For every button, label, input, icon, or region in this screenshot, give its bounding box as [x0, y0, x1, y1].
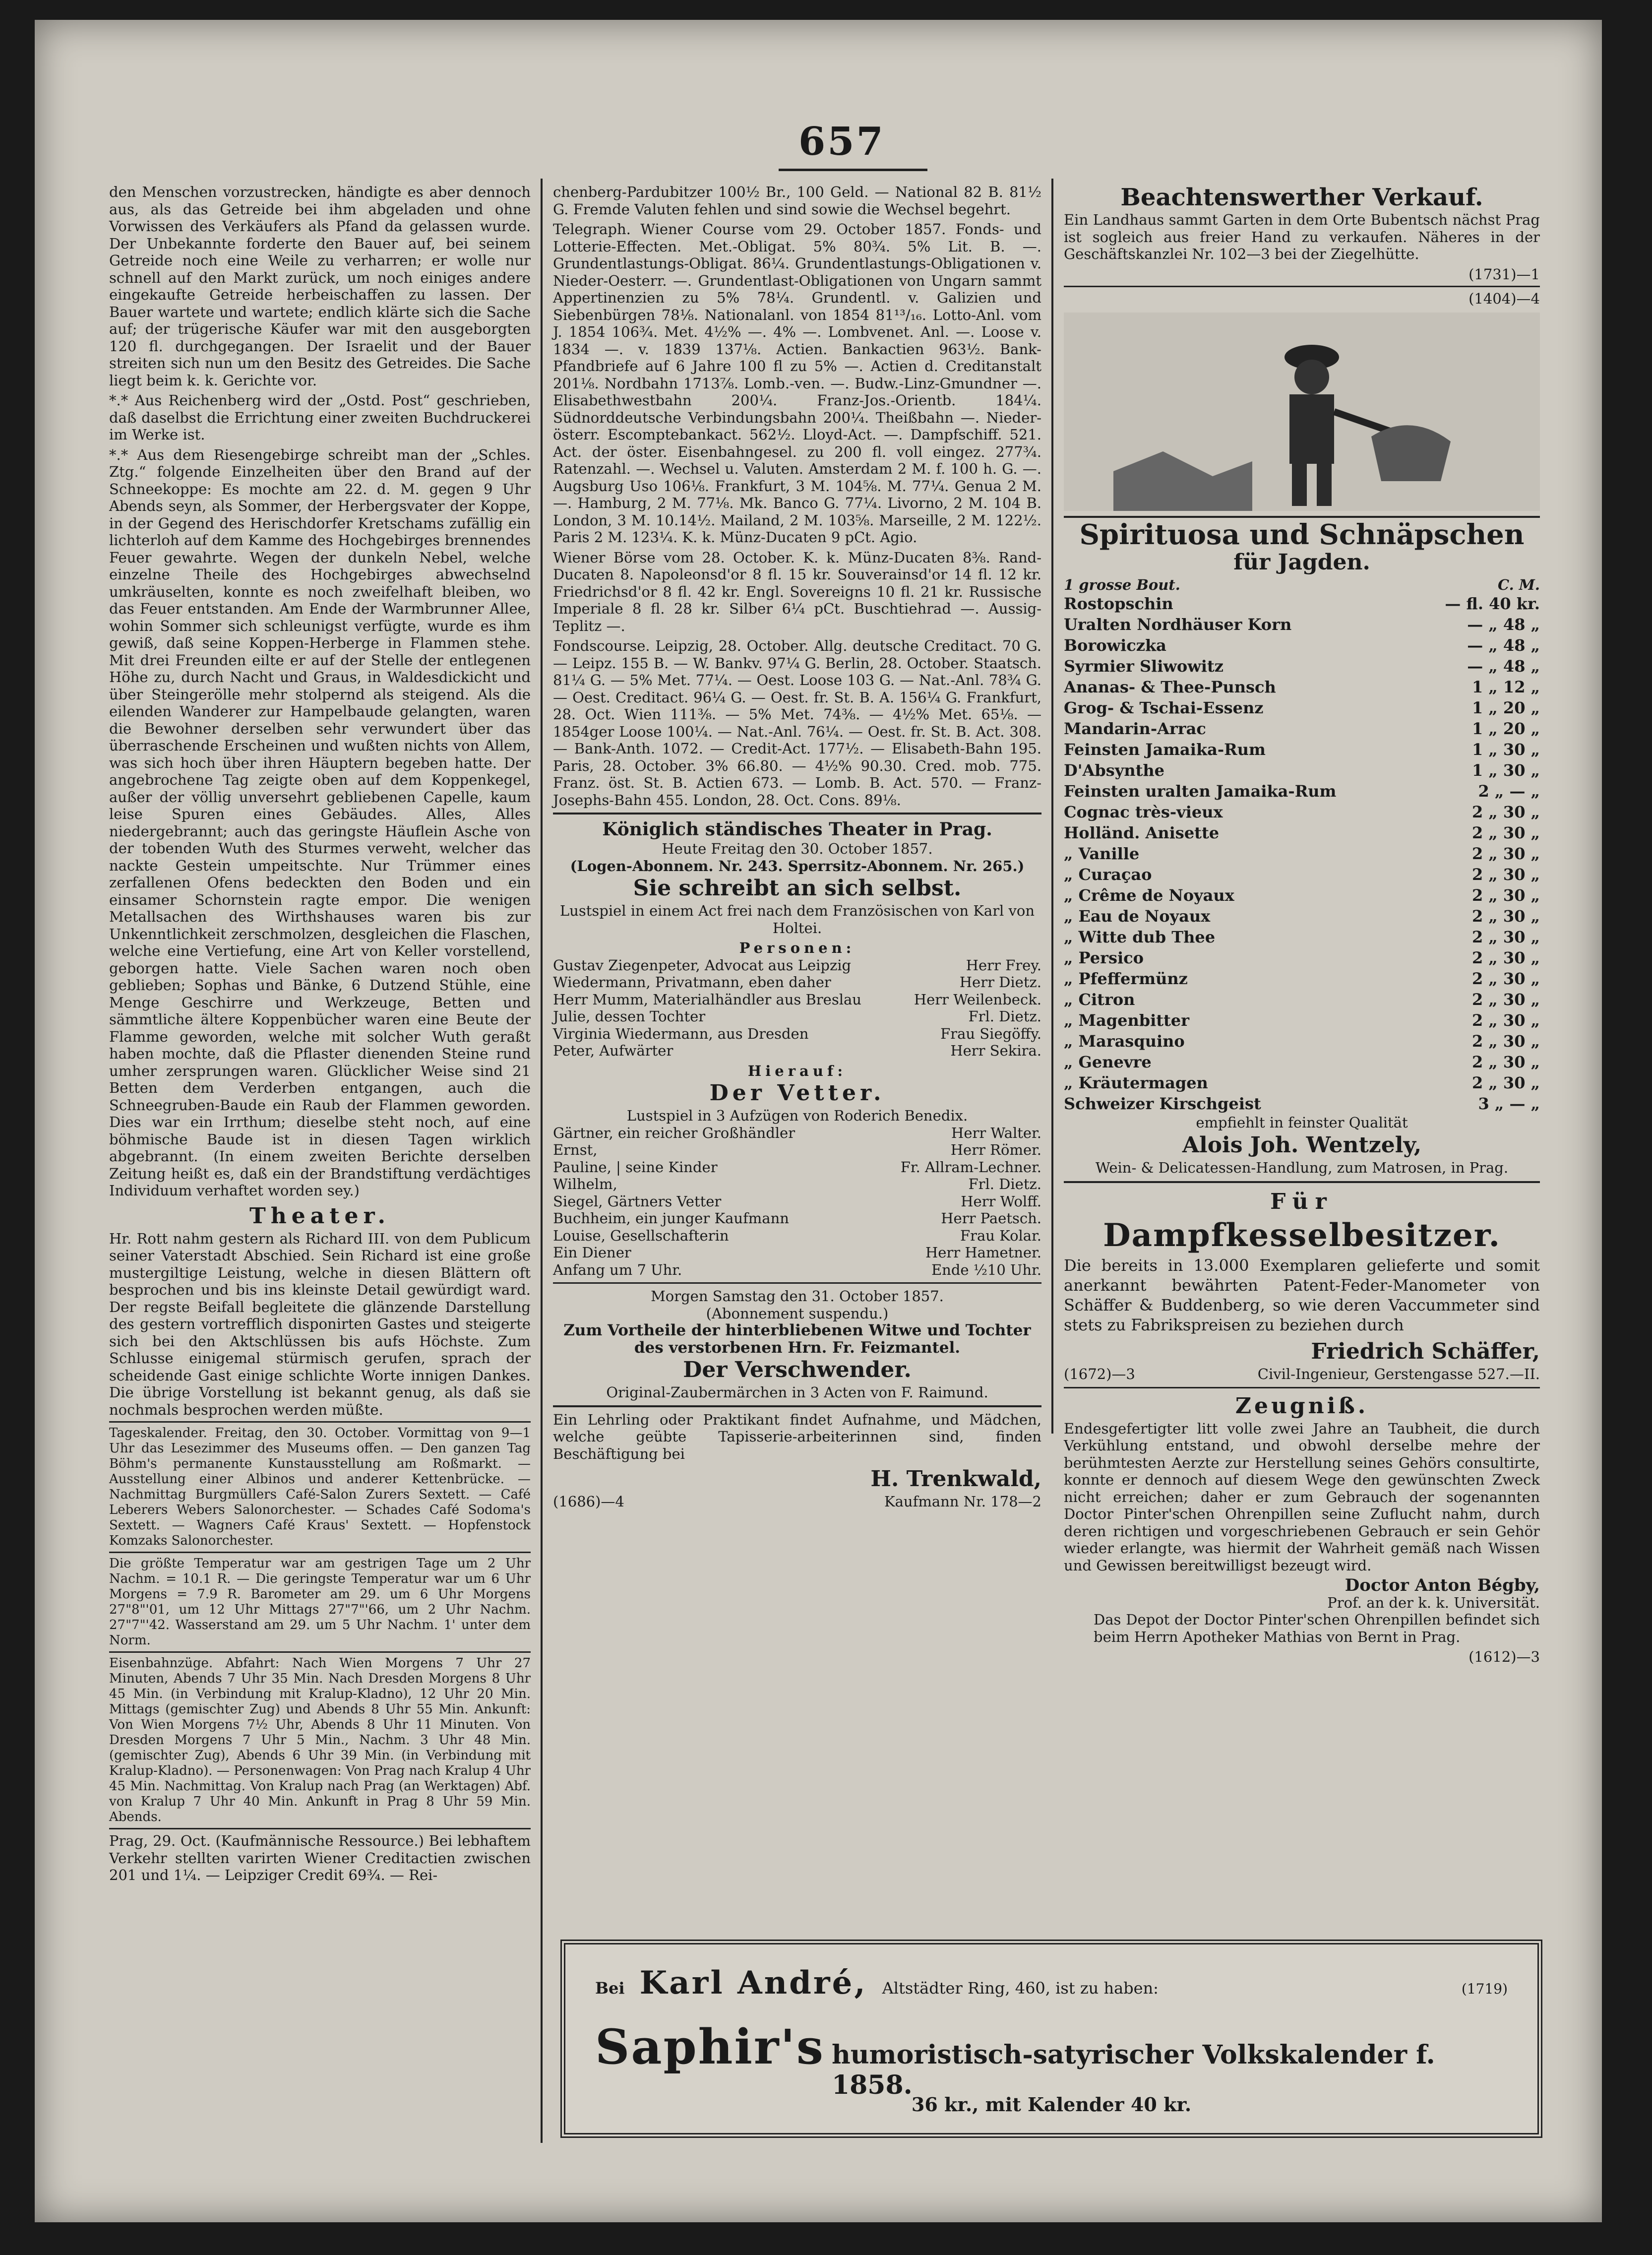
cast-row: Peter, Aufwärter Herr Sekira. — [553, 1042, 1041, 1059]
price-row — [1064, 739, 1540, 760]
publisher-address: Altstädter Ring, 460, ist zu haben: — [882, 1979, 1159, 1998]
schaeffer-footer — [1064, 1366, 1540, 1383]
price-list — [1064, 593, 1540, 1114]
price-row — [1064, 864, 1540, 885]
play-title-3: Der Verschwender. — [683, 1357, 912, 1382]
cast-list-1 — [553, 957, 1041, 1060]
benefit-notice: Zum Vortheile der hinterbliebenen Witwe und Tochter des verstorbenen Hrn. Fr. Feizmantel. — [563, 1321, 1031, 1357]
product-price: 2 „ 30 „ — [1471, 886, 1540, 905]
product-name: Borowiczka — [1064, 636, 1166, 655]
bei-label: Bei — [595, 1979, 625, 1998]
play-description-2: Lustspiel in 3 Aufzügen von Roderich Benedix. — [626, 1107, 968, 1124]
product-price: 1 „ 12 „ — [1471, 678, 1540, 696]
product-name: „ Vanille — [1064, 844, 1140, 863]
price-row — [1064, 1072, 1540, 1093]
product-price: 2 „ 30 „ — [1471, 1053, 1540, 1071]
product-name: „ Witte dub Thee — [1064, 928, 1216, 946]
column-divider-left — [541, 179, 543, 2143]
calendar-price: 36 kr., mit Kalender 40 kr. — [911, 2093, 1192, 2116]
product-price: 2 „ 30 „ — [1471, 969, 1540, 988]
doctor-name: Doctor Anton Bégby, — [1345, 1575, 1540, 1595]
boiler-ad-text: Die bereits in 13.000 Exemplaren gelieferte und somit anerkannt bewährten Patent-Feder-Manometer von Schäffer & Buddenberg, so wie deren Vaccummeter sind stets zu Fabrikspreisen zu beziehen durch — [1064, 1256, 1540, 1334]
temperature-report: Die größte Temperatur war am gestrigen Tage um 2 Uhr Nachm. = 10.1 R. — Die geringste Temperatur war um 6 Uhr Morgens = 7.9 R. Barometer am 29. um 6 Uhr Morgens 27"8"'01, um 12 Uhr Mittags 27"7"'66, um 2 Uhr Nachm. 27"7"'42. Wasserstand am 29. um 5 Uhr Nachm. 1' unter dem Norm. — [109, 1556, 531, 1648]
trenkwald-footer — [553, 1493, 1041, 1510]
play-title-2: Der Vetter. — [709, 1080, 885, 1106]
sale-title: Beachtenswerther Verkauf. — [1120, 184, 1483, 211]
hunter-woodcut-image — [1064, 313, 1540, 511]
divider — [553, 813, 1041, 814]
product-price: 2 „ 30 „ — [1471, 948, 1540, 967]
theater-abonnement: (Logen-Abonnem. Nr. 243. Sperrsitz-Abonnem. Nr. 265.) — [570, 857, 1025, 875]
product-price: 3 „ — „ — [1478, 1094, 1540, 1113]
price-row — [1064, 718, 1540, 739]
cast-row: Siegel, Gärtners Vetter Herr Wolff. — [553, 1192, 1041, 1210]
product-price: 2 „ 30 „ — [1471, 823, 1540, 842]
price-row — [1064, 781, 1540, 802]
sale-text: Ein Landhaus sammt Garten in dem Orte Bubentsch nächst Prag ist sogleich aus freier Hand zu verkaufen. Näheres in der Geschäftskanzlei Nr. 102—3 bei der Ziegelhütte. — [1064, 211, 1540, 262]
saphir-title: Saphir's — [595, 2019, 825, 2075]
hierauf: Hierauf: — [747, 1062, 847, 1079]
column-1 — [109, 184, 531, 1887]
product-price: 2 „ 30 „ — [1471, 1011, 1540, 1030]
divider — [1064, 1387, 1540, 1388]
column-divider-right — [1051, 179, 1053, 1434]
publisher-name: Karl André, — [639, 1964, 867, 2002]
product-name: Rostopschin — [1064, 594, 1173, 613]
divider — [1064, 1181, 1540, 1183]
play-description-1: Lustspiel in einem Act frei nach dem Französischen von Karl von Holtei. — [559, 902, 1035, 937]
product-price: 1 „ 30 „ — [1471, 761, 1540, 780]
schaeffer-name: Friedrich Schäffer, — [1311, 1339, 1540, 1364]
cast-row: Herr Mumm, Materialhändler aus Breslau Herr Weilenbeck. — [553, 991, 1041, 1008]
doctor-title: Prof. an der k. k. Universität. — [1327, 1594, 1540, 1611]
page-number: 657 — [798, 119, 885, 164]
price-row — [1064, 593, 1540, 614]
price-row — [1064, 968, 1540, 989]
product-name: Holländ. Anisette — [1064, 823, 1220, 842]
cast-row: Wilhelm, Frl. Dietz. — [553, 1176, 1041, 1192]
telegraph-course-report: Telegraph. Wiener Course vom 29. October 1857. Fonds- und Lotterie-Effecten. Met.-Obligat. 5% 80¾. 5% Lit. B. —. Grundentlastungs-Obligat. 86¼. Grundentlastungs-Obligationen v. Nieder-Oesterr. —. Grundentlast-Obligationen von Ungarn sammt Appertinenzien zu 5% 78¼. Grundentl. v. Galizien und Siebenbürgen 78⅛. Nationalanl. von 1854 81¹³/₁₆. Lotto-Anl. vom J. 1854 106¾. Met. 4½% —. 4% —. Lombvenet. Anl. —. Loose v. 1834 —. v. 1839 137⅛. Actien. Bankactien 963½. Bank-Pfandbriefe auf 6 Jahre 100 fl zu 5% —. Actien d. Creditanstalt 201⅛. Nordbahn 1713⅞. Lomb.-ven. —. Budw.-Linz-Gmundner —. Elisabethwestbahn 200¼. Franz-Jos.-Orientb. 184¼. Südnorddeutsche Verbindungsbahn 200¼. Theißbahn —. Nieder-österr. Escomptebankact. 562½. Lloyd-Act. —. Dampfschiff. 521. Act. der öster. Eisenbahngesel. zu 200 fl. voll eingez. 277¾. Ratenzahl. —. Wechsel u. Valuten. Amsterdam 2 M. f. 100 h. G. —. Augsburg Uso 106⅛. Frankfurt, 3 M. 104⅝. M. 77¼. Genua 2 M. —. Hamburg, 2 M. 77⅛. Mk. Banco G. 77¼. Livorno, 2 M. 104 B. London, 3 M. 10.14½. Mailand, 2 M. 103⅝. Marseille, 2 M. 122½. Paris 2 M. 123¼. K. k. Münz-Ducaten 9 pCt. Agio. — [553, 221, 1041, 546]
vienna-exchange-report: Wiener Börse vom 28. October. K. k. Münz-Ducaten 8⅜. Rand-Ducaten 8. Napoleonsd'or 8 fl. 15 kr. Souverainsd'or 14 fl. 12 kr. Friedrichsd'or 8 fl. 42 kr. Engl. Sovereigns 10 fl. 21 kr. Russische Imperiale 8 fl. 28 kr. Silber 6¼ pCt. Buschtiehrad —. Aussig-Teplitz —. — [553, 549, 1041, 634]
next-performance-abo: (Abonnement suspendu.) — [706, 1305, 889, 1322]
next-performance-date: Morgen Samstag den 31. October 1857. — [651, 1288, 944, 1305]
product-price: 2 „ 30 „ — [1471, 928, 1540, 946]
price-row — [1064, 1031, 1540, 1052]
header-rule — [779, 169, 927, 171]
price-row — [1064, 843, 1540, 864]
calendar-ad-header — [595, 1964, 1508, 2002]
price-row — [1064, 1052, 1540, 1072]
sale-ref: (1731)—1 — [1468, 265, 1540, 283]
product-name: Syrmier Sliwowitz — [1064, 657, 1224, 676]
product-name: Mandarin-Arrac — [1064, 719, 1206, 738]
product-price: 2 „ 30 „ — [1471, 844, 1540, 863]
testimonial-text: Endesgefertigter litt volle zwei Jahre an Taubheit, die durch Verkühlung entstand, und obwohl derselbe mehre der berühmtesten Aerzte zur Herstellung seines Gehörs consultirte, konnte er dennoch auf diesem Wege den gewünschten Zweck nicht erreichen; daher er zum Gebrauch der sogenannten Doctor Pinter'schen Ohrenpillen seine Zuflucht nahm, durch deren richtigen und vorgeschriebenen Gebrauch er sein Gehör wieder erlangte, was hiermit der Wahrheit gemäß nach Wissen und Gewissen bereitwilligst bezeugt wird. — [1064, 1420, 1540, 1574]
depot-notice: Das Depot der Doctor Pinter'schen Ohrenpillen befindet sich beim Herrn Apotheker Mathias von Bernt in Prag. — [1094, 1611, 1540, 1645]
product-price: — „ 48 „ — [1467, 636, 1540, 655]
column-2 — [553, 184, 1041, 1510]
product-name: Grog- & Tschai-Essenz — [1064, 698, 1264, 717]
divider — [109, 1552, 531, 1553]
price-row — [1064, 1093, 1540, 1114]
article-paragraph: den Menschen vorzustrecken, händigte es aber dennoch aus, als das Getreide bei ihm abgeladen und ohne Vorwissen des Verkäufers als Pfand da gelassen wurde. Der Unbekannte forderte den Bauer auf, bei seinem Getreide noch eine Weile zu verharren; er wolle nur schnell auf den Markt zurück, um noch einiges andere eingekaufte Getreide herbeischaffen zu lassen. Der Bauer wartete und wartete; endlich klärte sich die Sache auf; der trügerische Käufer war mit den ausgeborgten 120 fl. durchgegangen. Der Israelit und der Bauer streiten sich nun um den Besitz des Getreides. Die Sache liegt beim k. k. Gerichte vor. — [109, 184, 531, 389]
divider — [553, 1282, 1041, 1284]
calendar-ad-box — [560, 1940, 1542, 2138]
price-row — [1064, 989, 1540, 1010]
price-row — [1064, 822, 1540, 843]
price-row — [1064, 635, 1540, 656]
cast-row: Gärtner, ein reicher Großhändler Herr Walter. — [553, 1124, 1041, 1141]
schaeffer-address: Civil-Ingenieur, Gerstengasse 527.—II. — [1257, 1366, 1540, 1382]
product-name: Schweizer Kirschgeist — [1064, 1094, 1261, 1113]
prague-market-report: Prag, 29. Oct. (Kaufmännische Ressource.) Bei lebhaftem Verkehr stellten varirten Wiener Creditactien zwischen 201 und 1¼. — Leipziger Credit 69¾. — Rei- — [109, 1832, 531, 1883]
product-name: D'Absynthe — [1064, 761, 1165, 780]
product-price: 2 „ 30 „ — [1471, 907, 1540, 926]
product-name: „ Eau de Noyaux — [1064, 907, 1211, 926]
boiler-ad-title: Dampfkesselbesitzer. — [1103, 1217, 1501, 1254]
product-name: „ Magenbitter — [1064, 1011, 1190, 1030]
divider — [1064, 516, 1540, 518]
cast-list-2 — [553, 1125, 1041, 1279]
cast-row: Gustav Ziegenpeter, Advocat aus Leipzig Herr Frey. — [553, 956, 1041, 974]
product-price: 1 „ 30 „ — [1471, 740, 1540, 759]
price-row — [1064, 697, 1540, 718]
spirituosa-subtitle: für Jagden. — [1233, 549, 1370, 575]
product-price: 2 „ 30 „ — [1471, 990, 1540, 1009]
newspaper-page — [35, 20, 1602, 2222]
tageskalender: Tageskalender. Freitag, den 30. October. Vormittag von 9—1 Uhr das Lesezimmer des Museums offen. — Den ganzen Tag Böhm's permanente Kunstausstellung am Roßmarkt. — Ausstellung einer Albinos und anderer Kettenbrücke. — Nachmittag Burgmüllers Café-Salon Zurers Sextett. — Café Leberers Webers Salonorchester. — Schades Café Sodoma's Sextett. — Wagners Café Kraus' Sextett. — Hopfenstock Komzaks Salonorchester. — [109, 1426, 531, 1548]
product-name: „ Kräutermagen — [1064, 1073, 1208, 1092]
trenkwald-name: H. Trenkwald, — [870, 1466, 1041, 1492]
divider — [1064, 286, 1540, 287]
fund-course-report: Fondscourse. Leipzig, 28. October. Allg. deutsche Creditact. 70 G. — Leipz. 155 B. — W. Bankv. 97¼ G. Berlin, 28. October. Staatsch. 81¼ G. — 5% Met. 77¼. — Oest. Loose 103 G. — Nat.-Anl. 78¾ G. — Oest. Creditact. 96¼ G. — Oest. fr. St. B. A. 156¼ G. Frankfurt, 28. Oct. Wien 111⅜. — 5% Met. 74⅜. — 4½% Met. 65⅛. — 1854ger Loose 100¼. — Nat.-Anl. 76¼. — Oest. fr. St. B. Act. 308. — Bank-Anth. 1072. — Credit-Act. 177½. — Elisabeth-Bahn 195. Paris, 28. October. 3% 66.80. — 4½% 90.30. Cred. mob. 775. Franz. öst. St. B. Actien 673. — Lomb. B. Act. 570. — Franz-Josephs-Bahn 455. London, 28. Oct. Cons. 89⅛. — [553, 637, 1041, 809]
product-name: „ Citron — [1064, 990, 1135, 1009]
merchant-address: Wein- & Delicatessen-Handlung, zum Matrosen, in Prag. — [1095, 1159, 1509, 1176]
product-price: 2 „ — „ — [1478, 782, 1540, 801]
product-price: 1 „ 20 „ — [1471, 698, 1540, 717]
price-row — [1064, 885, 1540, 906]
cast-row: Wiedermann, Privatmann, eben daher Herr Dietz. — [553, 974, 1041, 991]
calendar-title: humoristisch-satyrischer Volkskalender f. 1858. — [831, 2040, 1435, 2100]
spirituosa-title: Spirituosa und Schnäpschen — [1079, 518, 1525, 551]
product-name: „ Marasquino — [1064, 1032, 1185, 1051]
cast-row: Buchheim, ein junger Kaufmann Herr Paetsch. — [553, 1210, 1041, 1227]
ad-ref: (1404)—4 — [1468, 290, 1540, 307]
schaeffer-ref: (1672)—3 — [1064, 1366, 1135, 1382]
fuer-heading: Für — [1270, 1189, 1334, 1214]
product-price: 1 „ 20 „ — [1471, 719, 1540, 738]
theater-title: Königlich ständisches Theater in Prag. — [602, 819, 992, 840]
depot-ref: (1612)—3 — [1468, 1648, 1540, 1665]
product-name: Ananas- & Thee-Punsch — [1064, 678, 1276, 696]
trenkwald-ref: (1686)—4 — [553, 1493, 624, 1510]
theater-review: Hr. Rott nahm gestern als Richard III. von dem Publicum seiner Vaterstadt Abschied. Sein Richard ist eine große mustergiltige Leistung, welche in diesen Blättern oft besprochen und bis ins kleinste Detail gewürdigt ward. Der regste Beifall begleitete die glänzende Darstellung des gestern vortrefflich disponirten Gastes und steigerte sich bei den Aktschlüssen bis aufs Höchste. Zum Schlusse einigemal stürmisch gerufen, sprach der scheidende Gast einige schlichte Worte innigen Dankes. Die übrige Vorstellung ist bekannt genug, als daß sie nochmals besprochen werden müßte. — [109, 1230, 531, 1418]
divider — [109, 1828, 531, 1829]
play-title-1: Sie schreibt an sich selbst. — [633, 876, 962, 901]
price-row — [1064, 760, 1540, 781]
apprentice-ad: Ein Lehrling oder Praktikant findet Aufnahme, und Mädchen, welche geübte Tapisserie-arbeiterinnen sind, finden Beschäftigung bei — [553, 1411, 1041, 1462]
cast-row: Pauline, | seine Kinder Fr. Allram-Lechner. — [553, 1158, 1041, 1176]
cast-row: Ein Diener Herr Hametner. — [553, 1244, 1041, 1261]
product-price: 2 „ 30 „ — [1471, 803, 1540, 821]
testimonial-title: Zeugniß. — [1235, 1393, 1369, 1419]
cast-row: Virginia Wiedermann, aus Dresden Frau Siegöffy. — [553, 1025, 1041, 1042]
product-name: Cognac très-vieux — [1064, 803, 1223, 821]
price-row — [1064, 614, 1540, 635]
product-name: Uralten Nordhäuser Korn — [1064, 615, 1292, 634]
cast-heading: Personen: — [739, 940, 856, 956]
product-name: „ Pfeffermünz — [1064, 969, 1188, 988]
price-row — [1064, 802, 1540, 822]
product-name: „ Persico — [1064, 948, 1144, 967]
railway-schedule: Eisenbahnzüge. Abfahrt: Nach Wien Morgens 7 Uhr 27 Minuten, Abends 7 Uhr 35 Min. Nach Dresden Morgens 8 Uhr 45 Min. (in Verbindung mit Kralup-Kladno), 12 Uhr 20 Min. Mittags (gemischter Zug) und Abends 8 Uhr 55 Min. Ankunft: Von Wien Morgens 7½ Uhr, Abends 8 Uhr 11 Minuten. Von Dresden Morgens 7 Uhr 5 Min., Nachm. 3 Uhr 48 Min. (gemischter Zug), Abends 6 Uhr 39 Min. (in Verbindung mit Kralup-Kladno). — Personenwagen: Von Prag nach Kralup 4 Uhr 45 Min. Nachmittag. Von Kralup nach Prag (an Werktagen) Abf. von Kralup 7 Uhr 40 Min. Ankunft in Prag 8 Uhr 59 Min. Abends. — [109, 1656, 531, 1824]
product-name: „ Crême de Noyaux — [1064, 886, 1234, 905]
product-price: 2 „ 30 „ — [1471, 1032, 1540, 1051]
price-header: 1 grosse Bout. C. M. — [1064, 576, 1540, 593]
price-row — [1064, 927, 1540, 947]
product-price: — fl. 40 kr. — [1445, 594, 1540, 613]
article-paragraph: *.* Aus dem Riesengebirge schreibt man der „Schles. Ztg.“ folgende Einzelheiten über den Brand auf der Schneekoppe: Es mochte am 22. d. M. gegen 9 Uhr Abends seyn, als Sommer, der Herbergsvater der Koppe, in der Gegend des Herischdorfer Kretschams zufällig ein lichterloh auf dem Kamme des Hochgebirges brennendes Feuer gewahrte. Wegen der dunkeln Nebel, welche einzelne Theile des Hochgebirges abwechselnd umkräuselten, konnte es noch zweifelhaft bleiben, wo das Feuer entstanden. Am Ende der Warmbrunner Allee, wohin Sommer sich schleunigst verfügte, wurde es ihm gewiß, daß seine Koppen-Herberge in Flammen stehe. Mit drei Freunden eilte er auf der Stelle der entlegenen Höhe zu, durch Nacht und Graus, in Waldesdickicht und über Steingerölle mehr stolpernd als steigend. Als die eilenden Wanderer zur Hampelbaude gelangten, waren die Bewohner derselben sehr verwundert über das überraschende Erscheinen und wußten nichts von Allem, was sich hoch über ihren Häuptern begeben hatte. Der angebrochene Tag zeigte oben auf dem Koppenkegel, außer der völlig unversehrt gebliebenen Capelle, kaum leise Spuren eines Gebäudes. Alles, Alles niedergebrannt; auch das geringste Häuflein Asche von der tobenden Wuth des Sturmes verweht, welcher das nackte Gestein umpeitschte. Nur Trümmer eines zerfallenen Ofens bedeckten den Boden und ein einsamer Schornstein ragte empor. Die wenigen Metallsachen des Wirthshauses waren bis zur Unkenntlichkeit zerschmolzen, desgleichen die Flaschen, welche eine Vertiefung, eine Art von Keller vorstellend, geborgen hatte. Viele Sachen waren noch oben geblieben; Sophas und Bänke, 6 Dutzend Stühle, eine Menge Geschirre und Werkzeuge, Betten und sämmtliche ältere Koppenbücher waren eine Beute der Flamme geworden, welche mit solcher Wuth geraßt haben mochte, daß die Pflaster dienenden Steine rund umher zersprungen waren. Glücklicher Weise sind 21 Betten dem Verderben entgangen, auch die Schneegruben-Baude ein Raub der Flammen geworden. Dies war ein Irrthum; dieselbe steht noch, auf eine böhmische Baude ist in diesen Tagen wirklich abgebrannt. (In einem zweiten Berichte derselben Zeitung heißt es, daß ein der Brandstiftung verdächtiges Individuum verhaftet worden sey.) — [109, 446, 531, 1199]
column-3 — [1064, 184, 1540, 1666]
ad-ref-number: (1719) — [1461, 1981, 1508, 1997]
article-paragraph: *.* Aus Reichenberg wird der „Ostd. Post“ geschrieben, daß daselbst die Errichtung einer zweiten Buchdruckerei im Werke ist. — [109, 392, 531, 443]
price-row — [1064, 656, 1540, 677]
price-row — [1064, 906, 1540, 927]
cast-row: Julie, dessen Tochter Frl. Dietz. — [553, 1008, 1041, 1025]
product-name: Feinsten Jamaika-Rum — [1064, 740, 1266, 759]
product-price: — „ 48 „ — [1467, 615, 1540, 634]
cast-row: Ernst, Herr Römer. — [553, 1141, 1041, 1158]
calendar-title-row — [595, 2019, 1508, 2100]
merchant-name: Alois Joh. Wentzely, — [1182, 1132, 1422, 1158]
play-description-3: Original-Zaubermärchen in 3 Acten von F. Raimund. — [606, 1384, 988, 1401]
price-row — [1064, 677, 1540, 697]
product-price: 2 „ 30 „ — [1471, 865, 1540, 884]
product-name: Feinsten uralten Jamaika-Rum — [1064, 782, 1337, 801]
trenkwald-address: Kaufmann Nr. 178—2 — [884, 1493, 1041, 1510]
price-row — [1064, 947, 1540, 968]
divider — [553, 1405, 1041, 1407]
product-name: „ Genevre — [1064, 1053, 1152, 1071]
theater-date: Heute Freitag den 30. October 1857. — [662, 840, 933, 857]
product-price: — „ 48 „ — [1467, 657, 1540, 676]
recommendation-line: empfiehlt in feinster Qualität — [1196, 1114, 1408, 1131]
divider — [109, 1421, 531, 1423]
cast-row: Louise, Gesellschafterin Frau Kolar. — [553, 1227, 1041, 1244]
product-price: 2 „ 30 „ — [1471, 1073, 1540, 1092]
product-name: „ Curaçao — [1064, 865, 1152, 884]
cast-row: Anfang um 7 Uhr. Ende ½10 Uhr. — [553, 1261, 1041, 1278]
market-continuation: chenberg-Pardubitzer 100½ Br., 100 Geld. — National 82 B. 81½ G. Fremde Valuten fehlen und sind sowie die Wechsel begehrt. — [553, 184, 1041, 218]
theater-heading: Theater. — [249, 1203, 390, 1229]
divider — [109, 1651, 531, 1653]
price-row — [1064, 1010, 1540, 1031]
hunter-illustration — [1064, 313, 1540, 511]
